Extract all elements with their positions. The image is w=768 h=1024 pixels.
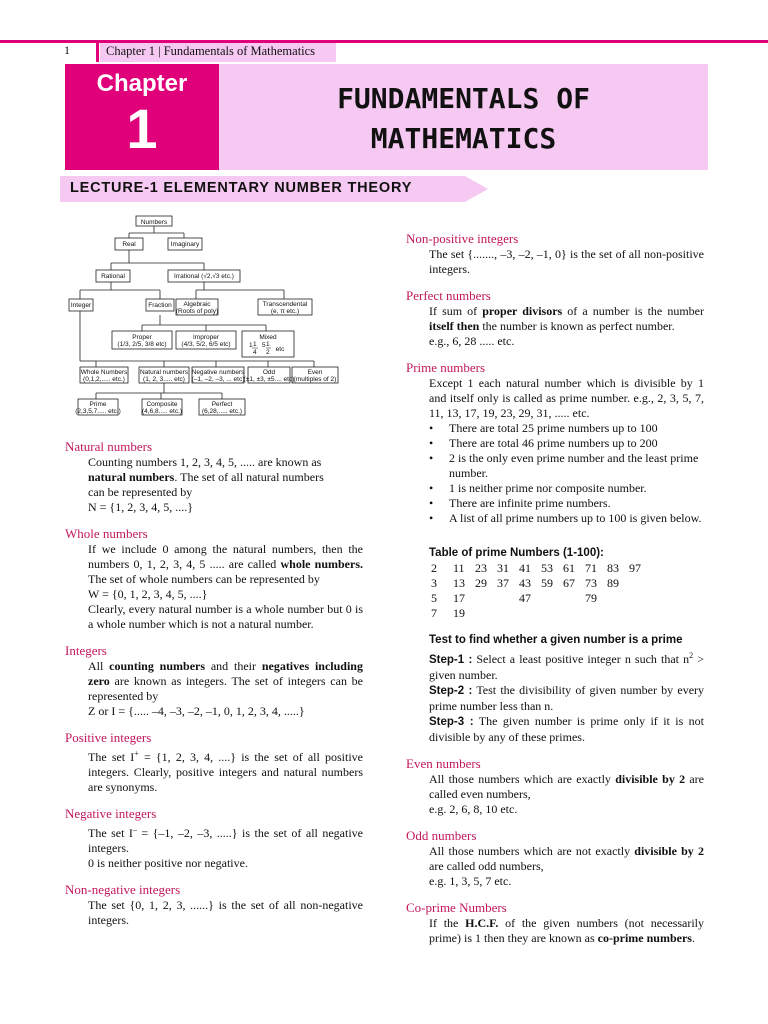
table-cell: 37 (497, 576, 509, 590)
integers-text-3: are known as integers. The set of integers can be represented by (88, 674, 364, 703)
tree-integer: Integer (70, 302, 92, 309)
step-3-label: Step-3 : (429, 716, 474, 728)
integers-bold-2: negatives including zero (88, 659, 363, 688)
step-3-text: The given number is prime only if it is not divisible by any of these primes. (429, 714, 705, 744)
table-cell (627, 591, 649, 606)
chapter-number-box (65, 64, 219, 170)
heading-co-prime-numbers: Co-prime Numbers (406, 900, 507, 915)
table-cell (561, 606, 583, 621)
step-1-sup: 2 (689, 651, 694, 660)
left-column (65, 438, 363, 938)
step-2-text: Test the divisibility of given number by every prime number less than n. (429, 683, 705, 713)
list-item: • There are infinite prime numbers. (429, 496, 704, 511)
tree-whole-note: (0,1,2,..... etc.) (83, 376, 125, 383)
tree-perfect: Perfect (211, 401, 233, 408)
tree-natural: Natural numbers (139, 369, 189, 376)
tree-proper: Proper (132, 334, 152, 341)
section-whole-numbers (65, 525, 363, 632)
table-row (429, 561, 649, 576)
chapter-word: Chapter (96, 70, 188, 97)
tree-odd: Odd (262, 369, 276, 376)
table-cell: 73 (585, 576, 597, 590)
tree-mixed-note: etc (275, 346, 285, 353)
negative-text-1: The set I (88, 826, 133, 840)
heading-non-positive-integers: Non-positive integers (406, 231, 519, 246)
integers-set: Z or I = {..... –4, –3, –2, –1, 0, 1, 2, 3, 4, .....} (88, 704, 305, 718)
tree-algebraic-note: (Roots of poly) (175, 308, 219, 315)
even-bold: divisible by 2 (615, 772, 686, 786)
chapter-title (219, 64, 708, 170)
prime-text-1: Except 1 each natural number which is divisible by 1 and itself only is called as prime number. e.g., 2, 3, 5, 7, 11, 13, 17, 19, 23, 29, 31, ..... etc. (429, 376, 704, 420)
number-classification-diagram (66, 215, 364, 425)
svg-text:1: 1 (266, 341, 270, 348)
table-row (429, 576, 649, 591)
step-1-tail: > given number. (429, 652, 704, 682)
svg-text:4: 4 (253, 349, 257, 356)
positive-text-1: The set I (88, 750, 135, 764)
heading-perfect-numbers: Perfect numbers (406, 288, 491, 303)
coprime-text-2: of the given numbers (not necessarily prime) is 1 then they are known as (429, 916, 705, 945)
perfect-text-1: If sum of (429, 304, 478, 318)
prime-table (429, 561, 649, 621)
table-cell: 61 (563, 561, 575, 575)
tree-real: Real (122, 241, 136, 248)
svg-text:5: 5 (262, 342, 266, 349)
list-item: • 2 is the only even prime number and the least prime number. (429, 451, 704, 481)
chapter-number: 1 (126, 97, 158, 160)
prime-table-title: Table of prime Numbers (1-100): (429, 547, 604, 559)
list-item: • 1 is neither prime nor composite number. (429, 481, 704, 496)
perfect-text-2: of a number is the number (567, 304, 704, 318)
section-prime-numbers (406, 359, 704, 745)
table-cell: 71 (585, 561, 597, 575)
heading-natural-numbers: Natural numbers (65, 439, 153, 454)
chapter-title-line2: MATHEMATICS (370, 122, 557, 155)
tree-perfect-note: (6,28,..... etc.) (201, 408, 243, 415)
heading-odd-numbers: Odd numbers (406, 828, 477, 843)
table-cell: 13 (453, 576, 465, 590)
nonneg-text: The set {0, 1, 2, 3, ......} is the set of all non-negative integers. (88, 898, 363, 927)
natural-set: N = {1, 2, 3, 4, 5, ....} (88, 500, 193, 514)
section-perfect-numbers (406, 287, 704, 349)
nonpos-text: The set {......., –3, –2, –1, 0} is the set of all non-positive integers. (429, 247, 704, 276)
table-cell: 47 (519, 591, 531, 605)
table-cell: 79 (585, 591, 597, 605)
table-cell (605, 591, 627, 606)
natural-bold: natural numbers (88, 470, 175, 484)
tree-rational: Rational (101, 273, 125, 280)
integers-text-1: All (88, 659, 104, 673)
section-non-positive-integers (406, 230, 704, 277)
step-3 (429, 714, 704, 745)
step-2-label: Step-2 : (429, 685, 473, 697)
even-text-2: are called even numbers, (429, 772, 705, 801)
whole-text-1: If we include 0 among the natural numbers, then the numbers 0, 1, 2, 3, 4, 5 ..... are called (88, 542, 363, 571)
step-1-label: Step-1 : (429, 654, 473, 666)
step-1 (429, 648, 704, 683)
positive-text-2: = {1, 2, 3, 4, ....} is the set of all positive integers. Clearly, positive integers and natural numbers are synonyms. (88, 750, 363, 794)
perfect-bold-1: proper divisors (482, 304, 563, 318)
whole-text-2: The set of whole numbers can be represented by (88, 572, 320, 586)
svg-text:1: 1 (249, 342, 253, 349)
odd-text-1: All those numbers which are not exactly (429, 844, 631, 858)
tree-prime-note: (2,3,5,7..... etc.) (75, 408, 121, 415)
table-cell: 5 (431, 591, 437, 605)
table-cell: 97 (629, 561, 641, 575)
tree-irrational: Irrational (√2,√3 etc.) (174, 273, 234, 280)
tree-numbers: Numbers (140, 219, 168, 226)
natural-text-3: can be represented by (88, 485, 193, 499)
tree-mixed: Mixed (259, 334, 277, 341)
lecture-title: LECTURE-1 ELEMENTARY NUMBER THEORY (70, 180, 413, 196)
table-cell (539, 591, 561, 606)
tree-composite-note: (4,6,8..... etc.) (141, 408, 183, 415)
coprime-text-3: . (691, 931, 695, 945)
table-cell: 43 (519, 576, 531, 590)
coprime-bold-1: H.C.F. (465, 916, 499, 930)
perfect-bold-2: itself then (429, 319, 480, 333)
table-cell (539, 606, 561, 621)
table-cell (583, 606, 605, 621)
tree-negative-note: (–1, –2, –3, ... etc) (191, 376, 245, 383)
list-item: • There are total 25 prime numbers up to 100 (429, 421, 704, 436)
table-cell: 41 (519, 561, 531, 575)
perfect-text-3: the number is known as perfect number. (482, 319, 675, 333)
table-cell: 7 (431, 606, 437, 620)
svg-text:1: 1 (253, 341, 257, 348)
heading-even-numbers: Even numbers (406, 756, 481, 771)
heading-non-negative-integers: Non-negative integers (65, 882, 181, 897)
tree-proper-note: (1/3, 2/5, 3/8 etc) (117, 341, 167, 348)
table-cell (627, 576, 649, 591)
section-non-negative-integers (65, 881, 363, 928)
list-item: • There are total 46 prime numbers up to 200 (429, 436, 704, 451)
table-cell: 59 (541, 576, 553, 590)
odd-bold: divisible by 2 (634, 844, 704, 858)
negative-text-3: 0 is neither positive nor negative. (88, 856, 248, 870)
heading-prime-numbers: Prime numbers (406, 360, 486, 375)
table-cell: 2 (431, 561, 437, 575)
tree-prime: Prime (89, 401, 107, 408)
coprime-bold-2: co-prime numbers (597, 931, 692, 945)
integers-text-2: and their (210, 659, 256, 673)
even-text-1: All those numbers which are exactly (429, 772, 611, 786)
table-cell (605, 606, 627, 621)
table-cell: 29 (475, 576, 487, 590)
natural-text-2: . The set of all natural numbers (174, 470, 324, 484)
table-cell (495, 606, 517, 621)
tree-even-note: (multiples of 2) (293, 376, 337, 383)
negative-sup: – (132, 825, 137, 834)
section-natural-numbers (65, 438, 363, 515)
tree-improper-note: (4/3, 5/2, 6/5 etc) (181, 341, 231, 348)
natural-text-1: Counting numbers 1, 2, 3, 4, 5, ..... are known as (88, 455, 322, 469)
table-cell (473, 591, 495, 606)
tree-improper: Improper (192, 334, 220, 341)
table-cell: 83 (607, 561, 619, 575)
negative-text-2: = {–1, –2, –3, .....} is the set of all negative integers. (88, 826, 363, 855)
table-cell (561, 591, 583, 606)
list-item: • A list of all prime numbers up to 100 is given below. (429, 511, 704, 526)
tree-algebraic: Algebraic (183, 301, 211, 308)
right-column (406, 230, 704, 956)
whole-text-3: Clearly, every natural number is a whole number but 0 is a whole number which is not a natural number. (88, 602, 363, 631)
running-title: Chapter 1 | Fundamentals of Mathematics (100, 43, 336, 62)
tree-composite: Composite (146, 401, 178, 408)
mixed-fraction-glyph (249, 341, 271, 356)
tree-imaginary: Imaginary (170, 241, 200, 248)
table-row (429, 591, 649, 606)
odd-examples: e.g. 1, 3, 5, 7 etc. (429, 874, 512, 888)
heading-positive-integers: Positive integers (65, 730, 152, 745)
perfect-examples: e.g., 6, 28 ..... etc. (429, 334, 515, 348)
tree-fraction: Fraction (148, 302, 172, 309)
step-2 (429, 683, 704, 714)
header-separator (96, 43, 99, 62)
table-cell: 53 (541, 561, 553, 575)
table-cell (517, 606, 539, 621)
section-negative-integers (65, 805, 363, 871)
table-cell: 23 (475, 561, 487, 575)
table-cell: 89 (607, 576, 619, 590)
odd-text-2: are called odd numbers, (429, 859, 544, 873)
heading-integers: Integers (65, 643, 107, 658)
coprime-text-1: If the (429, 916, 459, 930)
tree-transcendental: Transcendental (262, 301, 308, 308)
chapter-title-line1: FUNDAMENTALS OF (337, 82, 590, 115)
whole-set: W = {0, 1, 2, 3, 4, 5, ....} (88, 587, 208, 601)
section-positive-integers (65, 729, 363, 795)
section-integers (65, 642, 363, 719)
tree-transcendental-note: (e, π etc.) (270, 308, 300, 315)
running-header (0, 40, 768, 62)
step-1-text: Select a least positive integer n such that n (472, 652, 690, 666)
positive-sup: + (134, 749, 139, 758)
section-co-prime-numbers (406, 899, 704, 946)
table-cell: 11 (453, 561, 465, 575)
table-cell (473, 606, 495, 621)
tree-natural-note: (1, 2, 3..... etc) (143, 376, 185, 383)
number-tree-svg (66, 215, 364, 425)
even-examples: e.g. 2, 6, 8, 10 etc. (429, 802, 518, 816)
svg-text:2: 2 (266, 349, 270, 356)
whole-bold: whole numbers. (280, 557, 364, 571)
table-cell: 31 (497, 561, 509, 575)
table-cell: 19 (453, 606, 465, 620)
integers-bold-1: counting numbers (109, 659, 206, 673)
page-number: 1 (64, 43, 70, 57)
heading-whole-numbers: Whole numbers (65, 526, 148, 541)
section-odd-numbers (406, 827, 704, 889)
lecture-banner (60, 176, 490, 202)
tree-negative: Negative numbers (191, 369, 245, 376)
table-cell (495, 591, 517, 606)
table-cell (627, 606, 649, 621)
prime-test-steps (406, 648, 704, 745)
table-cell: 17 (453, 591, 465, 605)
prime-facts-list (406, 421, 704, 526)
heading-negative-integers: Negative integers (65, 806, 157, 821)
section-even-numbers (406, 755, 704, 817)
prime-test-title: Test to find whether a given number is a prime (429, 634, 683, 646)
tree-even: Even (307, 369, 323, 376)
table-row (429, 606, 649, 621)
tree-odd-note: (±1, ±3, ±5.... etc) (243, 376, 295, 383)
tree-whole: Whole Numbers (80, 369, 128, 376)
table-cell: 3 (431, 576, 437, 590)
table-cell: 67 (563, 576, 575, 590)
